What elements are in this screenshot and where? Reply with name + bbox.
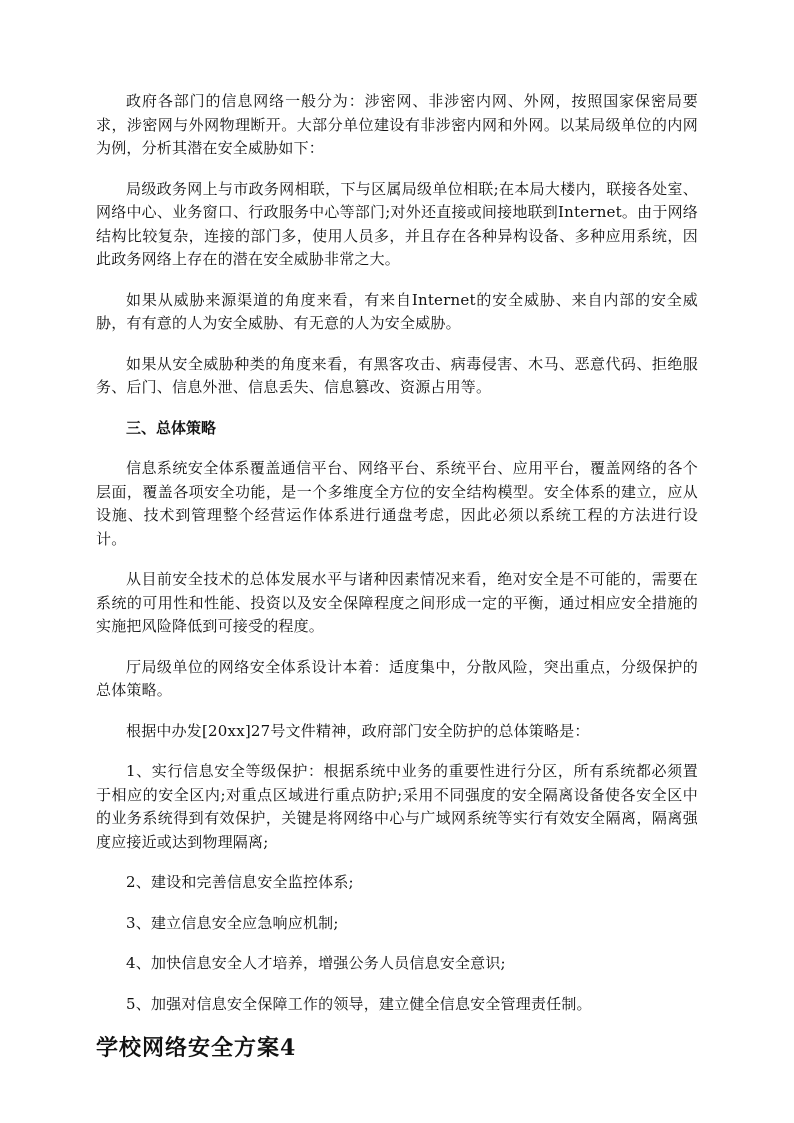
list-item: 1、实行信息安全等级保护：根据系统中业务的重要性进行分区，所有系统都必须置于相应的安全区内;对重点区域进行重点防护;采用不同强度的安全隔离设备使各安全区中的业务系统得到有效保护，关键是将网络中心与广域网系统等实行有效安全隔离，隔离强度应接近或达到物理隔离; (96, 762, 698, 851)
document-title: 学校网络安全方案4 (96, 1035, 297, 1061)
paragraph: 根据中办发[20xx]27号文件精神，政府部门安全防护的总体策略是： (126, 721, 590, 740)
section-heading: 三、总体策略 (126, 418, 217, 437)
paragraph: 如果从安全威胁种类的角度来看，有黑客攻击、病毒侵害、木马、恶意代码、拒绝服务、后门、信息外泄、信息丢失、信息篡改、资源占用等。 (96, 354, 698, 396)
list-item: 3、建立信息安全应急响应机制; (126, 913, 339, 932)
paragraph: 从目前安全技术的总体发展水平与诸种因素情况来看，绝对安全是不可能的，需要在系统的可用性和性能、投资以及安全保障程度之间形成一定的平衡，通过相应安全措施的实施把风险降低到可接受的程度。 (96, 570, 698, 635)
paragraph: 如果从威胁来源渠道的角度来看，有来自Internet的安全威胁、来自内部的安全威胁，有有意的人为安全威胁、有无意的人为安全威胁。 (96, 290, 698, 332)
list-item: 4、加快信息安全人才培养，增强公务人员信息安全意识; (126, 954, 506, 972)
paragraph: 局级政务网上与市政务网相联，下与区属局级单位相联;在本局大楼内，联接各处室、网络中心、业务窗口、行政服务中心等部门;对外还直接或间接地联到Internet。由于网络结构比较复杂，连接的部门多，使用人员多，并且存在各种异构设备、多种应用系统，因此政务网络上存在的潜在安全威胁非常之大。 (96, 179, 698, 268)
document-body (96, 90, 698, 1063)
list-item: 2、建设和完善信息安全监控体系; (126, 873, 354, 891)
list-item: 5、加强对信息安全保障工作的领导，建立健全信息安全管理责任制。 (126, 994, 592, 1013)
paragraph: 政府各部门的信息网络一般分为：涉密网、非涉密内网、外网，按照国家保密局要求，涉密网与外网物理断开。大部分单位建设有非涉密内网和外网。以某局级单位的内网为例，分析其潜在安全威胁如下： (96, 92, 698, 157)
paragraph: 厅局级单位的网络安全体系设计本着：适度集中，分散风险，突出重点，分级保护的总体策略。 (96, 657, 698, 699)
paragraph: 信息系统安全体系覆盖通信平台、网络平台、系统平台、应用平台，覆盖网络的各个层面，覆盖各项安全功能，是一个多维度全方位的安全结构模型。安全体系的建立，应从设施、技术到管理整个经营运作体系进行通盘考虑，因此必须以系统工程的方法进行设计。 (96, 459, 698, 548)
